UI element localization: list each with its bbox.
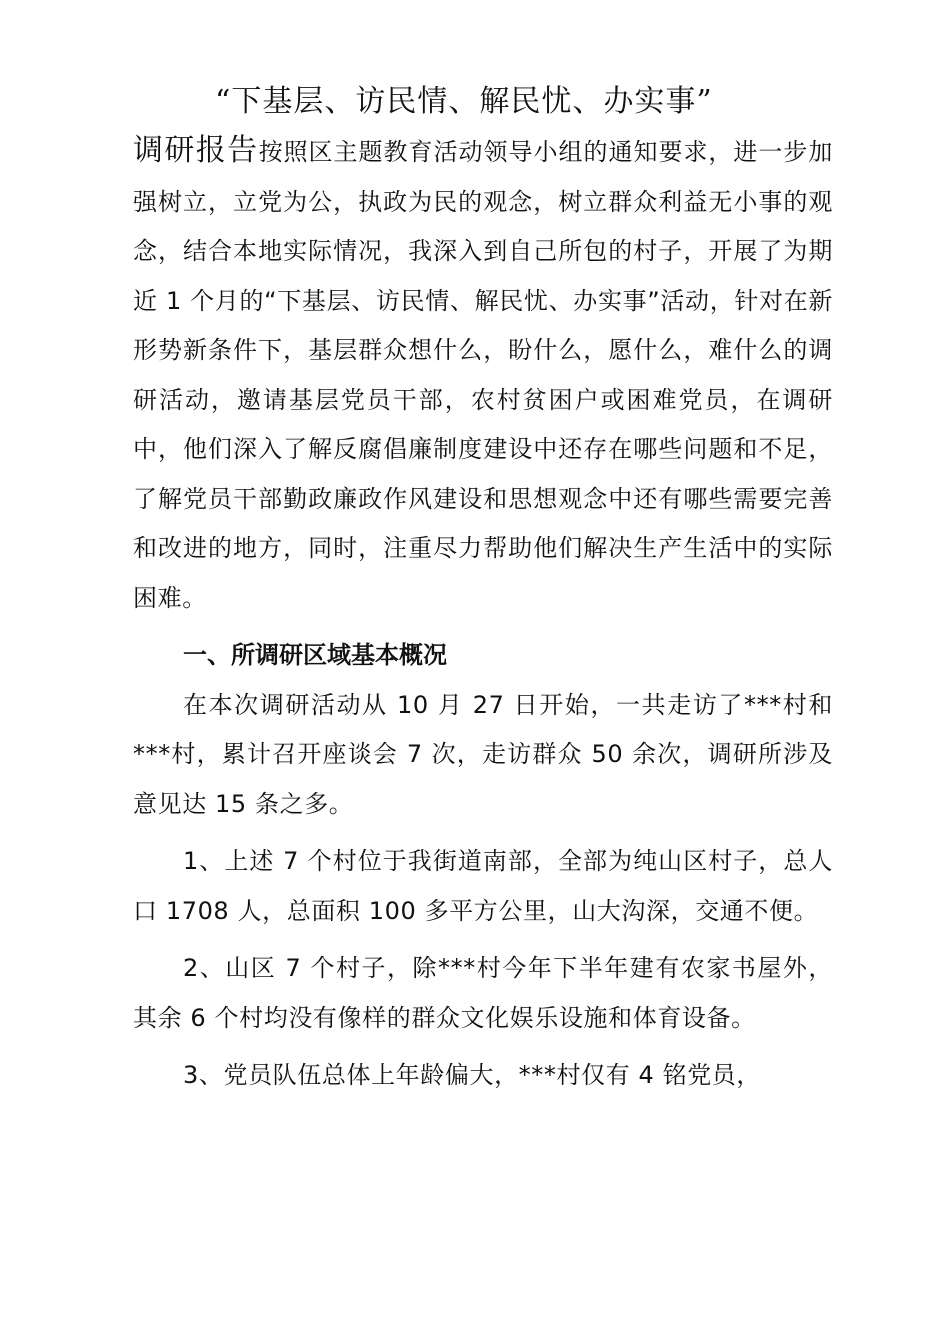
report-title-line1: “下基层、访民情、解民忧、办实事” bbox=[215, 84, 713, 119]
report-title-line2: 调研报告 bbox=[133, 133, 259, 168]
spacer bbox=[133, 623, 833, 631]
list-item-2: 2、山区 7 个村子，除***村今年下半年建有农家书屋外，其余 6 个村均没有像样的群众文化娱乐设施和体育设备。 bbox=[133, 954, 833, 1032]
spacer bbox=[133, 1043, 833, 1051]
intro-text: 按照区主题教育活动领导小组的通知要求，进一步加强树立，立党为公，执政为民的观念，树立群众利益无小事的观念，结合本地实际情况，我深入到自己所包的村子，开展了为期近 1 个月的“下基层、访民情、解民忧、办实事”活动，针对在新形势新条件下，基层群众想什么，盼什么，愿什么，难什么的调研活动，邀请基层党员干部，农村贫困户或困难党员，在调研中，他们深入了解反腐倡廉制度建设中还存在哪些问题和不足，了解党员干部勤政廉政作风建设和思想观念中还有哪些需要完善和改进的地方，同时，注重尽力帮助他们解决生产生活中的实际困难。 bbox=[133, 138, 833, 612]
spacer bbox=[133, 936, 833, 944]
list-item-3: 3、党员队伍总体上年龄偏大，***村仅有 4 铭党员， bbox=[183, 1061, 761, 1089]
section1-paragraph: 在本次调研活动从 10 月 27 日开始，一共走访了***村和***村，累计召开座谈会 7 次，走访群众 50 余次，调研所涉及意见达 15 条之多。 bbox=[133, 690, 833, 818]
intro-paragraph bbox=[133, 126, 833, 623]
section1-heading: 一、所调研区域基本概况 bbox=[183, 641, 447, 669]
list-item-1: 1、上述 7 个村位于我街道南部，全部为纯山区村子，总人口 1708 人，总面积 100 多平方公里，山大沟深，交通不便。 bbox=[133, 847, 833, 925]
document-body bbox=[133, 78, 833, 1101]
spacer bbox=[133, 829, 833, 837]
